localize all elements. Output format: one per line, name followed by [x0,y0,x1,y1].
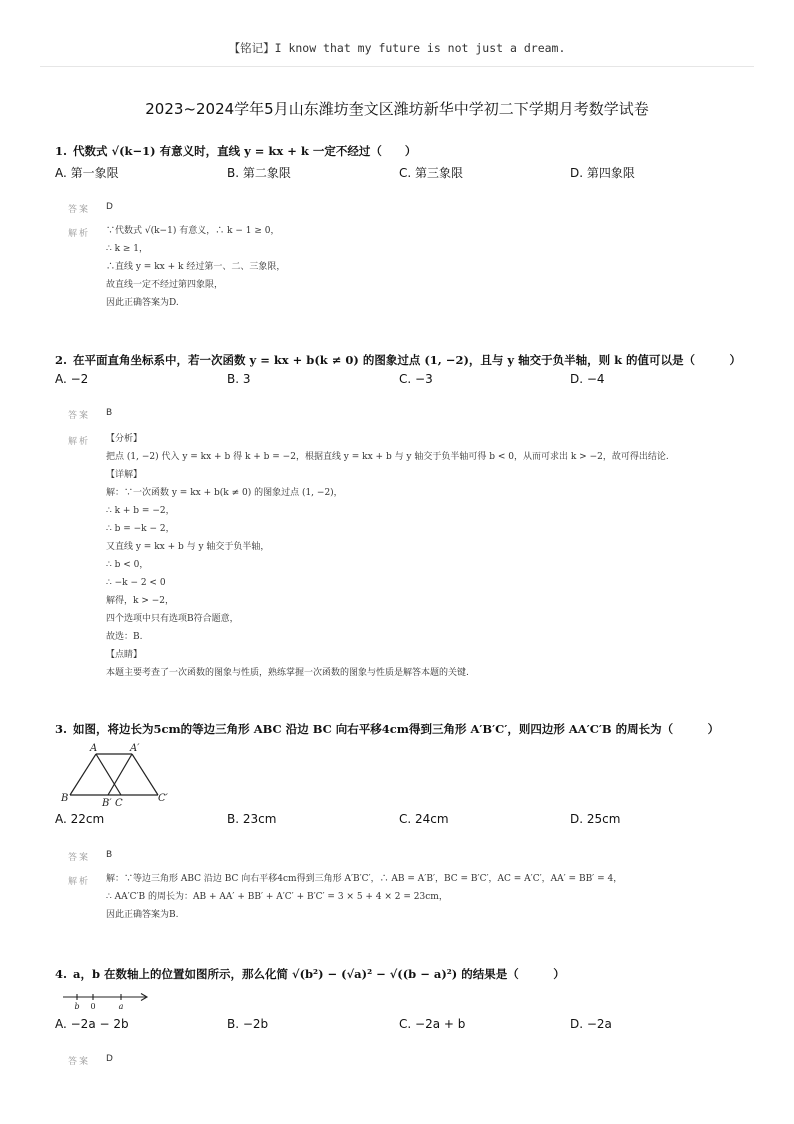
analysis-label: 解析 [68,437,91,447]
question-2-stem: 2. 在平面直角坐标系中，若一次函数 y = kx + b(k ≠ 0) 的图象过点 (1, −2)，且与 y 轴交于负半轴，则 k 的值可以是（ ） [55,353,742,367]
question-1-stem: 1. 代数式 √(k−1) 有意义时，直线 y = kx + k 一定不经过（ ） [55,144,417,158]
option-c[interactable]: C. 24cm [399,812,449,826]
label-a: a [118,1002,124,1011]
question-4-options [55,1017,755,1035]
analysis-label: 解析 [68,877,91,887]
solution-line: ∴ k + b = −2， [106,506,175,516]
page-title: 2023~2024学年5月山东潍坊奎文区潍坊新华中学初二下学期月考数学试卷 [145,100,649,118]
label-b: b [74,1002,80,1011]
option-b[interactable]: B. 第二象限 [227,166,291,180]
solution-line: 四个选项中只有选项B符合题意， [106,614,239,624]
label-b-prime: B′ [102,798,112,809]
solution-line: 故直线一定不经过第四象限， [106,280,224,290]
option-b[interactable]: B. 3 [227,372,251,386]
solution-line: 又直线 y = kx + b 与 y 轴交于负半轴， [106,542,270,552]
option-c[interactable]: C. 第三象限 [399,166,464,180]
number-line-figure [60,988,155,1012]
solution-line: ∴ b < 0， [106,560,149,570]
question-3-solution [106,870,746,924]
question-1-solution [106,222,746,312]
option-b[interactable]: B. 23cm [227,812,277,826]
header-divider [40,66,754,67]
option-a[interactable]: A. 第一象限 [55,166,119,180]
solution-line: ∵代数式 √(k−1) 有意义，∴ k − 1 ≥ 0， [106,226,280,236]
answer-label: 答案 [68,205,91,215]
option-d[interactable]: D. −4 [570,372,605,386]
solution-line: 因此正确答案为B. [106,910,179,920]
question-2-options [55,372,755,390]
question-4-answer: D [106,1054,113,1064]
label-zero: 0 [90,1002,96,1011]
motto-line: 【铭记】I know that my future is not just a dream. [228,41,566,55]
option-a[interactable]: A. −2 [55,372,89,386]
answer-label: 答案 [68,1057,91,1067]
option-b[interactable]: B. −2b [227,1017,269,1031]
question-3-answer: B [106,850,113,860]
answer-label: 答案 [68,853,91,863]
solution-line: 【点睛】 [106,650,143,660]
question-1-options [55,164,755,182]
question-2-solution [106,430,746,682]
question-3-stem: 3. 如图，将边长为5cm的等边三角形 ABC 沿边 BC 向右平移4cm得到三角形 A′B′C′，则四边形 AA′C′B 的周长为（ ） [55,722,720,736]
option-a[interactable]: A. 22cm [55,812,105,826]
question-3-options [55,812,755,830]
label-b: B [61,793,69,804]
label-c-prime: C′ [158,793,168,804]
answer-label: 答案 [68,411,91,421]
translated-triangles-figure [58,740,188,810]
solution-line: 【分析】 [106,434,143,444]
solution-line: 解：∵一次函数 y = kx + b(k ≠ 0) 的图象过点 (1, −2)， [106,488,343,498]
analysis-label: 解析 [68,229,91,239]
solution-line: ∴ b = −k − 2， [106,524,175,534]
label-a: A [90,743,98,754]
option-d[interactable]: D. 25cm [570,812,621,826]
solution-line: 故选：B. [106,632,143,642]
solution-line: ∴ −k − 2 < 0 [106,578,166,588]
option-a[interactable]: A. −2a − 2b [55,1017,129,1031]
solution-line: 因此正确答案为D. [106,298,179,308]
label-c: C [115,798,123,809]
question-1-answer: D [106,202,113,212]
option-d[interactable]: D. −2a [570,1017,612,1031]
solution-line: ∴直线 y = kx + k 经过第一、二、三象限， [106,262,286,272]
option-c[interactable]: C. −2a + b [399,1017,466,1031]
question-4-stem: 4. a，b 在数轴上的位置如图所示，那么化简 √(b²) − (√a)² − √((b − a)²) 的结果是（ ） [55,967,565,981]
solution-line: ∴ k ≥ 1， [106,244,149,254]
label-a-prime: A′ [130,743,140,754]
option-c[interactable]: C. −3 [399,372,433,386]
solution-line: 把点 (1, −2) 代入 y = kx + b 得 k + b = −2，根据直线 y = kx + b 与 y 轴交于负半轴可得 b < 0，从而可求出 k > −2，故可得出结论. [106,452,669,462]
solution-line: 解得，k > −2， [106,596,174,606]
solution-line: ∴ AA′C′B 的周长为：AB + AA′ + BB′ + A′C′ + B′C′ = 3 × 5 + 4 × 2 = 23cm， [106,892,448,902]
question-2-answer: B [106,408,113,418]
option-d[interactable]: D. 第四象限 [570,166,635,180]
solution-line: 本题主要考查了一次函数的图象与性质，熟练掌握一次函数的图象与性质是解答本题的关键. [106,668,469,678]
solution-line: 解：∵等边三角形 ABC 沿边 BC 向右平移4cm得到三角形 A′B′C′，∴ AB = A′B′，BC = B′C′，AC = A′C′，AA′ = BB′ = 4， [106,874,623,884]
solution-line: 【详解】 [106,470,143,480]
